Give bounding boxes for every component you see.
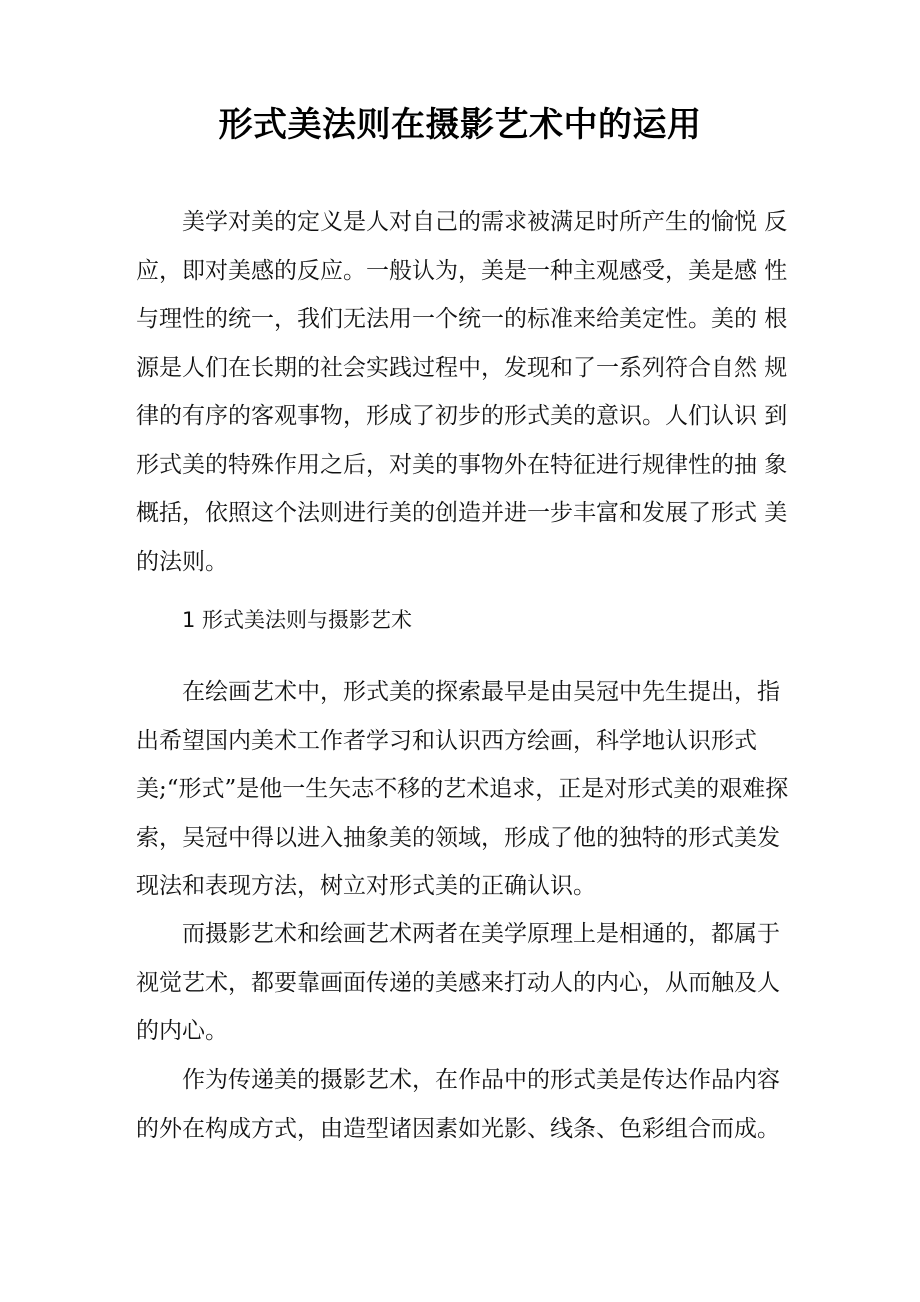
paragraph-line: 律的有序的客观事物，形成了初步的形式美的意识。人们认识 到 [136,403,788,429]
paragraph-line: 现法和表现方法，树立对形式美的正确认识。 [136,873,596,899]
paragraph-line: 索，吴冠中得以进入抽象美的领域，形成了他的独特的形式美发 [136,824,780,851]
paragraph-line: 美;“形式”是他一生矢志不移的艺术追求，正是对形式美的艰难探 [136,776,789,802]
paragraph-photography-form [136,1056,786,1153]
paragraph-line: 概括，依照这个法则进行美的创造并进一步丰富和发展了形式 美 [136,500,788,526]
paragraph-line: 视觉艺术，都要靠画面传递的美感来打动人的内心，从而触及人 [136,969,780,996]
section-heading: 1 形式美法则与摄影艺术 [182,608,413,632]
paragraph-line: 的内心。 [136,1018,228,1044]
paragraph-line: 在绘画艺术中，形式美的探索最早是由吴冠中先生提出，指 [182,679,780,705]
paragraph-line: 与理性的统一，我们无法用一个统一的标准来给美定性。美的 根 [136,306,788,332]
paragraph-line: 出希望国内美术工作者学习和认识西方绘画，科学地认识形式 [136,727,757,754]
paragraph-line: 源是人们在长期的社会实践过程中，发现和了一系列符合自然 规 [136,354,788,381]
paragraph-line: 形式美的特殊作用之后，对美的事物外在特征进行规律性的抽 象 [136,451,788,478]
document-title: 形式美法则在摄影艺术中的运用 [218,105,702,145]
paragraph-photography-and-painting [136,910,786,1056]
paragraph-painting-art [136,668,789,911]
paragraph-line: 的外在构成方式，由造型诸因素如光影、线条、色彩组合而成。 [136,1115,780,1142]
paragraph-line: 而摄影艺术和绘画艺术两者在美学原理上是相通的，都属于 [182,921,780,947]
paragraph-line: 作为传递美的摄影艺术，在作品中的形式美是传达作品内容 [182,1067,780,1093]
paragraph-line: 应，即对美感的反应。一般认为，美是一种主观感受，美是感 性 [136,257,788,284]
paragraph-line: 美学对美的定义是人对自己的需求被满足时所产生的愉悦 反 [182,209,788,235]
paragraph-definition-of-beauty [136,198,786,586]
paragraph-line: 的法则。 [136,548,228,575]
